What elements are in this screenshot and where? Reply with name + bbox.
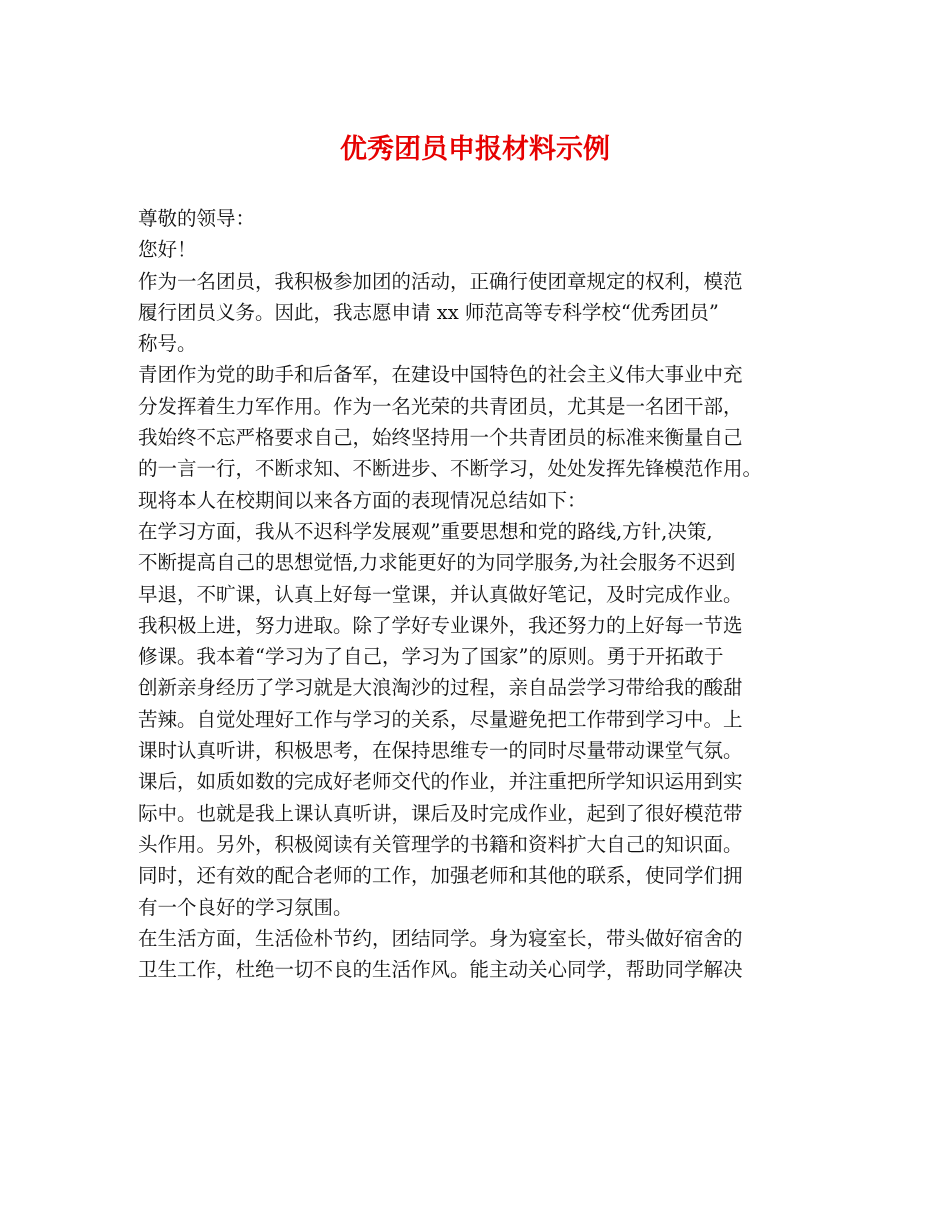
body-line: 青团作为党的助手和后备军，在建设中国特色的社会主义伟大事业中充 xyxy=(138,363,743,387)
body-line: 卫生工作，杜绝一切不良的生活作风。能主动关心同学，帮助同学解决 xyxy=(138,958,743,982)
body-line: 早退，不旷课，认真上好每一堂课，并认真做好笔记，及时完成作业。 xyxy=(138,582,743,606)
body-line: 头作用。另外，积极阅读有关管理学的书籍和资料扩大自己的知识面。 xyxy=(138,832,743,856)
body-line: 有一个良好的学习氛围。 xyxy=(138,895,353,919)
body-line: 苦辣。自觉处理好工作与学习的关系，尽量避免把工作带到学习中。上 xyxy=(138,707,743,731)
body-line: 课后，如质如数的完成好老师交代的作业，并注重把所学知识运用到实 xyxy=(138,770,743,794)
body-line: 我始终不忘严格要求自己，始终坚持用一个共青团员的标准来衡量自己 xyxy=(138,426,743,450)
body-line: 在学习方面，我从不迟科学发展观”重要思想和党的路线,方针,决策, xyxy=(138,519,713,543)
body-line: 不断提高自己的思想觉悟,力求能更好的为同学服务,为社会服务不迟到 xyxy=(138,551,736,575)
body-line: 在生活方面，生活俭朴节约，团结同学。身为寝室长，带头做好宿舍的 xyxy=(138,926,743,950)
body-line: 的一言一行，不断求知、不断进步、不断学习，处处发挥先锋模范作用。 xyxy=(138,457,763,481)
body-line: 现将本人在校期间以来各方面的表现情况总结如下： xyxy=(138,488,587,512)
document-body xyxy=(138,203,838,985)
body-line: 您好！ xyxy=(138,238,197,262)
body-line: 我积极上进，努力进取。除了学好专业课外，我还努力的上好每一节选 xyxy=(138,613,743,637)
document-title: 优秀团员申报材料示例 xyxy=(340,134,610,165)
body-line: 修课。我本着“学习为了自己，学习为了国家”的原则。勇于开拓敢于 xyxy=(138,645,724,669)
body-line: 作为一名团员，我积极参加团的活动，正确行使团章规定的权利，模范 xyxy=(138,269,743,293)
body-line: 际中。也就是我上课认真听讲，课后及时完成作业，起到了很好模范带 xyxy=(138,801,743,825)
body-line: 创新亲身经历了学习就是大浪淘沙的过程，亲自品尝学习带给我的酸甜 xyxy=(138,676,743,700)
body-line: 称号。 xyxy=(138,332,197,356)
body-line: 履行团员义务。因此，我志愿申请 xx 师范高等专科学校“优秀团员” xyxy=(138,300,719,324)
body-line: 尊敬的领导： xyxy=(138,207,256,230)
body-line: 分发挥着生力军作用。作为一名光荣的共青团员，尤其是一名团干部， xyxy=(138,394,743,418)
body-line: 同时，还有效的配合老师的工作，加强老师和其他的联系，使同学们拥 xyxy=(138,864,743,888)
body-line: 课时认真听讲，积极思考，在保持思维专一的同时尽量带动课堂气氛。 xyxy=(138,739,743,763)
